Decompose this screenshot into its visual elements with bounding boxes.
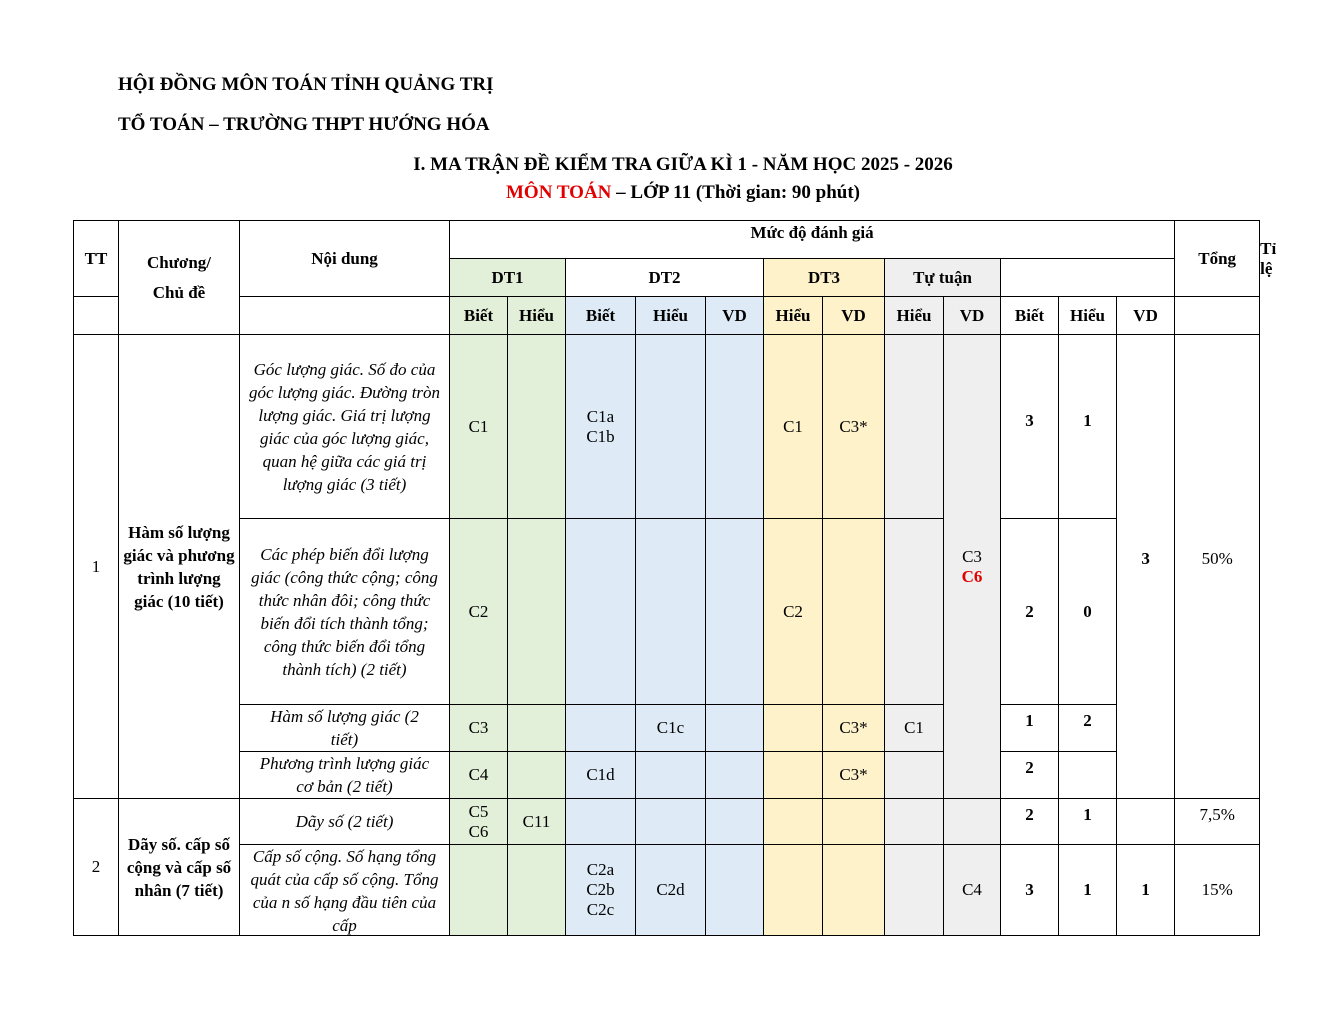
header-row-3 <box>74 297 1260 335</box>
total-cell: 2 <box>1001 519 1059 705</box>
col-dt3: DT3 <box>764 259 885 297</box>
total-cell: 2 <box>1001 799 1059 845</box>
ratio-blank <box>1175 297 1260 335</box>
department-title: TỔ TOÁN – TRƯỜNG THPT HƯỚNG HÓA <box>118 114 490 135</box>
ratio-cell: 15% <box>1175 845 1260 936</box>
cell <box>885 845 944 936</box>
cell <box>706 752 764 799</box>
cell <box>706 519 764 705</box>
total-hieu: Hiểu <box>1059 297 1117 335</box>
cell: C1 <box>885 705 944 752</box>
total-cell: 3 <box>1001 845 1059 936</box>
table-row <box>74 799 1260 845</box>
cell <box>508 335 566 519</box>
cell: C3* <box>823 752 885 799</box>
cell: C1 <box>450 335 508 519</box>
col-chapter-line2: Chủ đề <box>152 282 206 302</box>
cell <box>450 845 508 936</box>
essay-vd-cell <box>944 335 1001 799</box>
cell: C1 <box>764 335 823 519</box>
col-tt: TT <box>74 221 119 297</box>
cell-line: C2a <box>586 860 615 879</box>
section-topic: Hàm số lượng giác và phương trình lượng giác (10 tiết) <box>119 335 240 799</box>
dt3-vd: VD <box>823 297 885 335</box>
document-subtitle <box>0 182 1320 204</box>
cell <box>944 799 1001 845</box>
cell <box>885 799 944 845</box>
cell <box>823 799 885 845</box>
cell <box>885 519 944 705</box>
cell: C4 <box>944 845 1001 936</box>
content-cell: Dãy số (2 tiết) <box>240 799 450 845</box>
table-row <box>74 845 1260 936</box>
col-content: Nội dung <box>240 221 450 297</box>
tl-hieu: Hiểu <box>885 297 944 335</box>
cell-line: C6 <box>468 821 489 841</box>
organization-title: HỘI ĐỒNG MÔN TOÁN TỈNH QUẢNG TRỊ <box>118 74 494 95</box>
cell <box>566 799 636 845</box>
total-vd-cell: 3 <box>1117 335 1175 799</box>
cell-line: C1b <box>586 426 615 446</box>
cell: C1d <box>566 752 636 799</box>
grade-time-label: – LỚP 11 (Thời gian: 90 phút) <box>611 182 860 203</box>
cell <box>764 799 823 845</box>
total-cell: 1 <box>1059 845 1117 936</box>
cell <box>508 519 566 705</box>
ratio-cell: 7,5% <box>1175 799 1260 845</box>
header-row-1: TT Chương/ Chủ đề Nội dung Mức độ đánh giá Tổng Tỉ lệ <box>74 221 1260 259</box>
cell <box>706 845 764 936</box>
total-cell: 1 <box>1059 799 1117 845</box>
tt-blank <box>74 297 119 335</box>
cell <box>508 705 566 752</box>
col-level: Mức độ đánh giá <box>450 221 1175 259</box>
table-row <box>74 705 1260 752</box>
cell <box>823 845 885 936</box>
cell-line: C2c <box>586 900 615 919</box>
subject-label: MÔN TOÁN <box>506 182 612 203</box>
cell <box>566 519 636 705</box>
cell: C4 <box>450 752 508 799</box>
dt1-biet: Biết <box>450 297 508 335</box>
cell <box>885 335 944 519</box>
cell-line: C1a <box>586 406 615 426</box>
content-cell: Hàm số lượng giác (2 tiết) <box>240 705 450 752</box>
ratio-cell: 50% <box>1175 335 1260 799</box>
cell-line: C2b <box>586 880 615 899</box>
col-total: Tổng <box>1175 221 1260 297</box>
table-row <box>74 519 1260 705</box>
cell: C2 <box>450 519 508 705</box>
tl-vd: VD <box>944 297 1001 335</box>
col-dt2: DT2 <box>566 259 764 297</box>
dt2-hieu: Hiểu <box>636 297 706 335</box>
col-chapter <box>119 221 240 335</box>
total-cell: 2 <box>1001 752 1059 799</box>
assessment-matrix-table <box>73 220 1277 936</box>
col-chapter-line1: Chương/ <box>146 252 212 272</box>
cell: C3* <box>823 705 885 752</box>
cell <box>566 705 636 752</box>
dt2-vd: VD <box>706 297 764 335</box>
cell-line: C6 <box>961 566 983 586</box>
cell <box>566 335 636 519</box>
col-tuluan: Tự tuận <box>885 259 1001 297</box>
cell <box>706 335 764 519</box>
dt1-hieu: Hiểu <box>508 297 566 335</box>
cell <box>636 519 706 705</box>
cell <box>764 752 823 799</box>
dt3-hieu: Hiểu <box>764 297 823 335</box>
cell: C2 <box>764 519 823 705</box>
table-row <box>74 752 1260 799</box>
content-cell <box>240 845 450 936</box>
total-cell: 0 <box>1059 519 1117 705</box>
cell: C11 <box>508 799 566 845</box>
content-cell: Các phép biến đổi lượng giác (công thức cộng; công thức nhân đôi; công thức biến đổi tích thành tổng; công thức biến đổi tổng thành tích) (2 tiết) <box>240 519 450 705</box>
cell <box>508 845 566 936</box>
cell <box>706 799 764 845</box>
content-text: Cấp số cộng. Số hạng tổng quát của cấp số cộng. Tổng của n số hạng đầu tiên của cấp <box>250 847 439 935</box>
total-cell: 1 <box>1059 335 1117 519</box>
cell: C1c <box>636 705 706 752</box>
dt2-biet: Biết <box>566 297 636 335</box>
cell <box>823 519 885 705</box>
total-biet: Biết <box>1001 297 1059 335</box>
table-row <box>74 335 1260 519</box>
section-topic: Dãy số. cấp số cộng và cấp số nhân (7 tiết) <box>119 799 240 936</box>
total-cell <box>1117 799 1175 845</box>
cell: C3 <box>450 705 508 752</box>
total-cell: 3 <box>1001 335 1059 519</box>
cell: C3* <box>823 335 885 519</box>
cell <box>450 799 508 845</box>
section-number: 1 <box>74 335 119 799</box>
cell-line: C3 <box>962 546 982 566</box>
cell <box>885 752 944 799</box>
cell <box>764 705 823 752</box>
total-cell: 2 <box>1059 705 1117 752</box>
total-cell <box>1059 752 1117 799</box>
cell-line: C5 <box>468 801 489 821</box>
total-cell: 1 <box>1001 705 1059 752</box>
total-cell: 1 <box>1117 845 1175 936</box>
total-vd: VD <box>1117 297 1175 335</box>
col-dt1: DT1 <box>450 259 566 297</box>
cell <box>636 335 706 519</box>
cell <box>566 845 636 936</box>
cell <box>508 752 566 799</box>
cell <box>706 705 764 752</box>
content-blank <box>240 297 450 335</box>
document-title: I. MA TRẬN ĐỀ KIỂM TRA GIỮA KÌ 1 - NĂM HỌC 2025 - 2026 <box>413 154 953 175</box>
section-number: 2 <box>74 799 119 936</box>
cell: C2d <box>636 845 706 936</box>
cell <box>636 799 706 845</box>
cell <box>764 845 823 936</box>
content-cell: Góc lượng giác. Số đo của góc lượng giác. Đường tròn lượng giác. Giá trị lượng giác của góc lượng giác, quan hệ giữa các giá trị lượng giác (3 tiết) <box>240 335 450 519</box>
content-cell: Phương trình lượng giác cơ bản (2 tiết) <box>240 752 450 799</box>
cell <box>636 752 706 799</box>
